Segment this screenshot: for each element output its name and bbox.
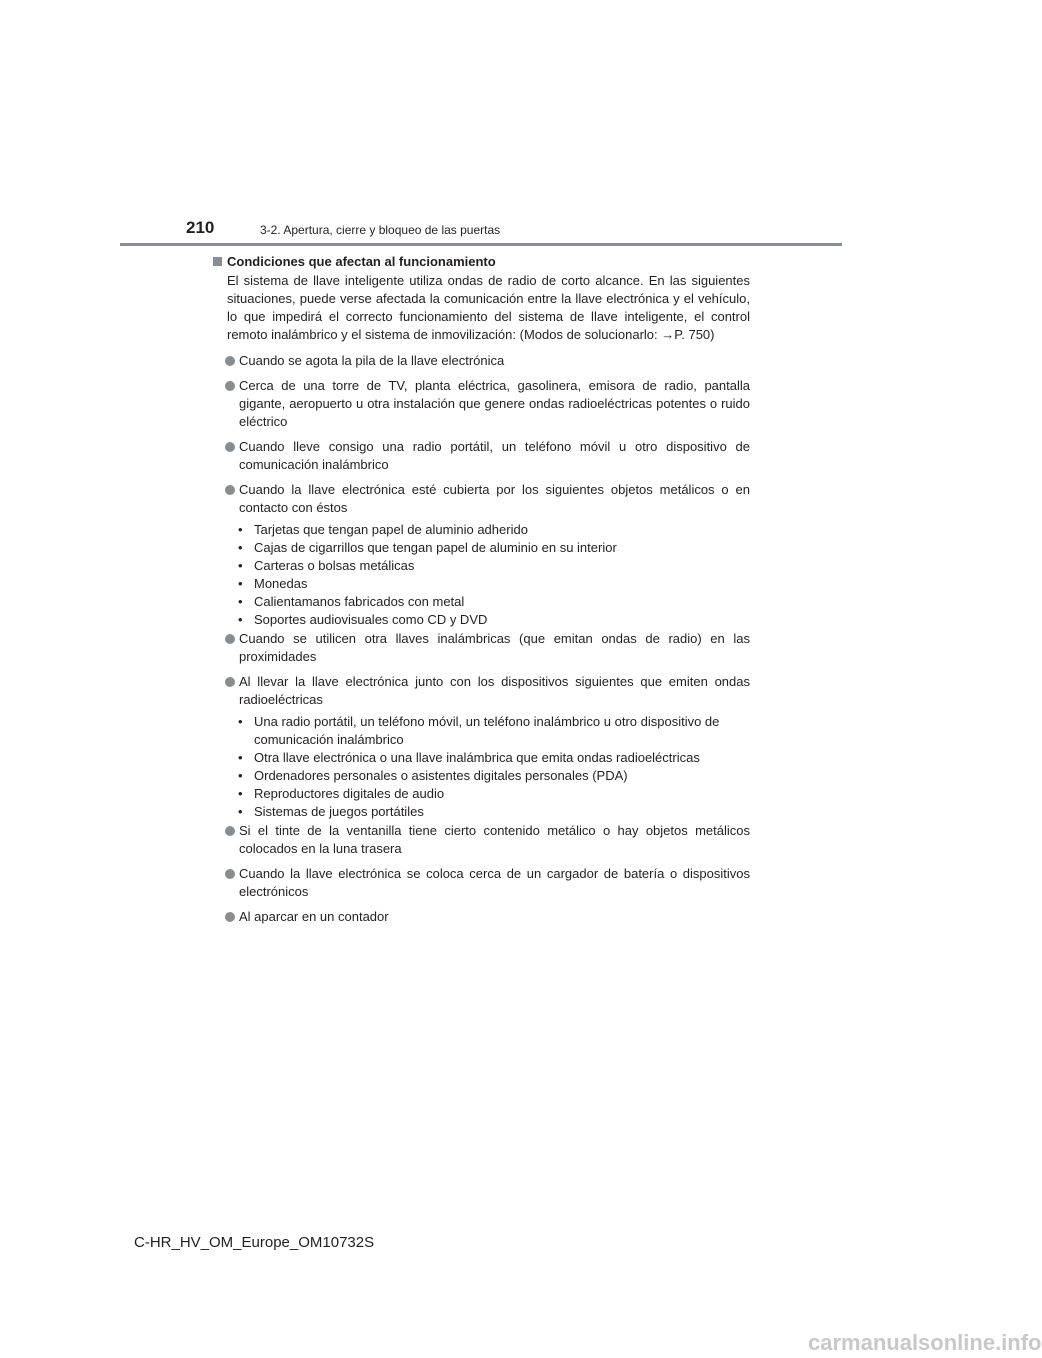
sub-list-item: • Calientamanos fabricados con metal	[238, 593, 750, 611]
sub-list-item-text: Calientamanos fabricados con metal	[254, 594, 465, 609]
circle-bullet-icon	[225, 381, 235, 391]
intro-paragraph: El sistema de llave inteligente utiliza ondas de radio de corto alcance. En las siguientes situaciones, puede verse afectada la comunicación entre la llave electrónica y el vehículo, lo que impedirá el correcto funcionamiento del sistema de llave inteligente, el control remoto inalámbrico y el sistema de inmovilización: (Modos de solucionarlo: →P. 750)	[227, 273, 750, 342]
sub-list-item: • Reproductores digitales de audio	[238, 785, 750, 803]
subsection-heading	[210, 253, 750, 271]
metal-objects-sublist	[210, 521, 750, 629]
list-item	[210, 908, 750, 926]
sub-list-item-text: Una radio portátil, un teléfono móvil, un teléfono inalámbrico u otro dispositivo de comunicación inalámbrico	[254, 714, 720, 747]
sub-list-item: • Otra llave electrónica o una llave inalámbrica que emita ondas radioeléctricas	[238, 749, 750, 767]
section-title: 3-2. Apertura, cierre y bloqueo de las puertas	[260, 223, 501, 237]
circle-bullet-icon	[225, 677, 235, 687]
sub-list-item-text: Monedas	[254, 576, 308, 591]
list-item	[210, 822, 750, 858]
circle-bullet-icon	[225, 356, 235, 366]
devices-sublist	[210, 713, 750, 821]
list-item-text: Cuando la llave electrónica esté cubierta por los siguientes objetos metálicos o en contacto con éstos	[239, 482, 750, 515]
sub-list-item: • Tarjetas que tengan papel de aluminio adherido	[238, 521, 750, 539]
sub-list-item: • Ordenadores personales o asistentes digitales personales (PDA)	[238, 767, 750, 785]
watermark: carmanualsonline.info	[808, 1330, 1042, 1355]
sub-list-item: • Cajas de cigarrillos que tengan papel de aluminio en su interior	[238, 539, 750, 557]
list-item	[210, 865, 750, 901]
circle-bullet-icon	[225, 442, 235, 452]
sub-list-item-text: Cajas de cigarrillos que tengan papel de aluminio en su interior	[254, 540, 617, 555]
list-item	[210, 673, 750, 709]
list-item-text: Cerca de una torre de TV, planta eléctrica, gasolinera, emisora de radio, pantalla gigante, aeropuerto u otra instalación que genere ondas radioeléctricas potentes o ruido eléctrico	[239, 378, 750, 429]
sub-list-item-text: Carteras o bolsas metálicas	[254, 558, 415, 573]
document-id: C-HR_HV_OM_Europe_OM10732S	[134, 1234, 375, 1251]
page-content	[210, 253, 750, 933]
circle-bullet-icon	[225, 912, 235, 922]
sub-list-item: • Carteras o bolsas metálicas	[238, 557, 750, 575]
list-item-text: Al llevar la llave electrónica junto con los dispositivos siguientes que emiten ondas radioeléctricas	[239, 674, 750, 707]
sub-list-item-text: Ordenadores personales o asistentes digitales personales (PDA)	[254, 768, 628, 783]
page-number: 210	[186, 218, 215, 237]
subsection-heading-text: Condiciones que afectan al funcionamiento	[227, 254, 496, 269]
list-item-text: Cuando lleve consigo una radio portátil, un teléfono móvil u otro dispositivo de comunicación inalámbrico	[239, 439, 750, 472]
list-item	[210, 481, 750, 517]
sub-list-item: • Sistemas de juegos portátiles	[238, 803, 750, 821]
circle-bullet-icon	[225, 485, 235, 495]
list-item-text: Al aparcar en un contador	[239, 909, 389, 924]
sub-list-item-text: Sistemas de juegos portátiles	[254, 804, 424, 819]
list-item-text: Cuando se utilicen otra llaves inalámbricas (que emitan ondas de radio) en las proximidades	[239, 631, 750, 664]
sub-list-item: • Una radio portátil, un teléfono móvil, un teléfono inalámbrico u otro dispositivo de comunicación inalámbrico	[238, 713, 750, 749]
list-item-text: Cuando se agota la pila de la llave electrónica	[239, 353, 505, 368]
sub-list-item-text: Reproductores digitales de audio	[254, 786, 445, 801]
sub-list-item-text: Tarjetas que tengan papel de aluminio adherido	[254, 522, 528, 537]
square-bullet-icon	[213, 257, 222, 266]
circle-bullet-icon	[225, 634, 235, 644]
circle-bullet-icon	[225, 826, 235, 836]
sub-list-item: • Soportes audiovisuales como CD y DVD	[238, 611, 750, 629]
list-item	[210, 630, 750, 666]
list-item	[210, 352, 750, 370]
list-item-text: Cuando la llave electrónica se coloca cerca de un cargador de batería o dispositivos electrónicos	[239, 866, 750, 899]
circle-bullet-icon	[225, 869, 235, 879]
sub-list-item-text: Otra llave electrónica o una llave inalámbrica que emita ondas radioeléctricas	[254, 750, 700, 765]
sub-list-item: • Monedas	[238, 575, 750, 593]
sub-list-item-text: Soportes audiovisuales como CD y DVD	[254, 612, 488, 627]
header-divider	[120, 243, 842, 246]
list-item	[210, 438, 750, 474]
list-item	[210, 377, 750, 431]
list-item-text: Si el tinte de la ventanilla tiene cierto contenido metálico o hay objetos metálicos colocados en la luna trasera	[239, 823, 750, 856]
